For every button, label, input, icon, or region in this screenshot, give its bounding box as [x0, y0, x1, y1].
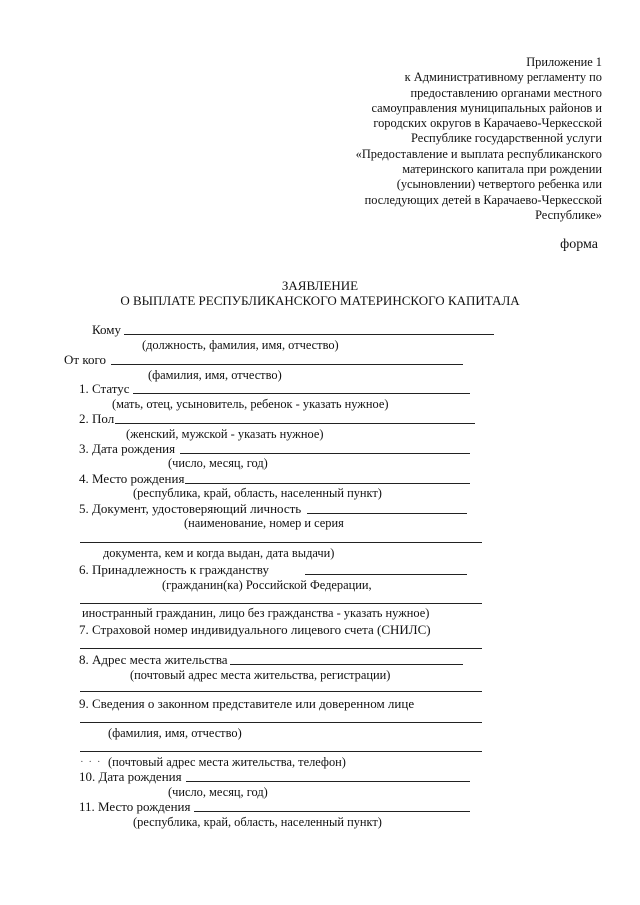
address-label: 8. Адрес места жительства — [79, 652, 228, 667]
annex-line: последующих детей в Карачаево-Черкесской — [364, 192, 602, 207]
annex-line: (усыновлении) четвертого ребенка или — [396, 177, 602, 192]
pob-hint: (республика, край, область, населенный пункт) — [133, 486, 382, 500]
id-doc-hint-2: документа, кем и когда выдан, дата выдачи) — [103, 546, 335, 560]
representative-hint-2: (почтовый адрес места жительства, телефон) — [108, 755, 346, 769]
annex-line: Приложение 1 — [526, 55, 602, 69]
citizenship-input-line-2[interactable] — [80, 603, 482, 604]
representative-input-line-2[interactable] — [80, 751, 482, 752]
scan-dots: · · · — [80, 756, 102, 768]
rep-pob-input-line[interactable] — [194, 811, 470, 812]
to-label: Кому — [92, 322, 122, 337]
id-doc-input-line[interactable] — [307, 513, 467, 514]
document-subtitle: О ВЫПЛАТЕ РЕСПУБЛИКАНСКОГО МАТЕРИНСКОГО КАПИТАЛА — [120, 293, 520, 308]
representative-input-line[interactable] — [80, 722, 482, 723]
id-doc-hint: (наименование, номер и серия — [184, 516, 344, 530]
to-hint: (должность, фамилия, имя, отчество) — [142, 338, 339, 352]
pob-label: 4. Место рождения — [79, 471, 185, 486]
annex-line: Республике государственной услуги — [410, 131, 602, 146]
rep-dob-label: 10. Дата рождения — [79, 769, 182, 784]
address-input-line[interactable] — [230, 664, 463, 665]
representative-hint: (фамилия, имя, отчество) — [108, 726, 242, 740]
rep-dob-hint: (число, месяц, год) — [168, 785, 268, 799]
citizenship-input-line[interactable] — [305, 574, 467, 575]
address-hint: (почтовый адрес места жительства, регистрации) — [130, 668, 391, 682]
annex-line: предоставлению органами местного — [410, 85, 602, 100]
rep-pob-hint: (республика, край, область, населенный пункт) — [133, 815, 382, 829]
gender-input-line[interactable] — [115, 423, 475, 424]
representative-label: 9. Сведения о законном представителе или доверенном лице — [79, 696, 415, 711]
dob-input-line[interactable] — [180, 453, 470, 454]
id-doc-label: 5. Документ, удостоверяющий личность — [79, 501, 302, 516]
annex-line: городских округов в Карачаево-Черкесской — [373, 116, 602, 131]
citizenship-hint: (гражданин(ка) Российской Федерации, — [162, 578, 372, 592]
document-title: ЗАЯВЛЕНИЕ — [281, 278, 359, 293]
snils-label: 7. Страховой номер индивидуального лицевого счета (СНИЛС) — [79, 622, 431, 637]
citizenship-label: 6. Принадлежность к гражданству — [79, 562, 269, 577]
annex-line: Республике» — [535, 207, 602, 222]
citizenship-hint-2: иностранный гражданин, лицо без гражданства - указать нужное) — [82, 606, 430, 620]
status-input-line[interactable] — [133, 393, 470, 394]
gender-label: 2. Пол — [79, 411, 115, 426]
from-input-line[interactable] — [111, 364, 463, 365]
from-hint: (фамилия, имя, отчество) — [148, 368, 282, 382]
pob-input-line[interactable] — [185, 483, 470, 484]
id-doc-input-line-2[interactable] — [80, 542, 482, 543]
annex-line: самоуправления муниципальных районов и — [371, 100, 602, 115]
rep-pob-label: 11. Место рождения — [79, 799, 191, 814]
dob-label: 3. Дата рождения — [79, 441, 176, 456]
gender-hint: (женский, мужской - указать нужное) — [126, 427, 324, 441]
annex-line: к Административному регламенту по — [404, 70, 602, 85]
form-label: форма — [560, 237, 598, 252]
annex-line: «Предоставление и выплата республиканского — [355, 146, 602, 161]
snils-input-line[interactable] — [80, 648, 482, 649]
status-hint: (мать, отец, усыновитель, ребенок - указать нужное) — [112, 397, 389, 411]
dob-hint: (число, месяц, год) — [168, 456, 268, 470]
rep-dob-input-line[interactable] — [186, 781, 470, 782]
from-label: От кого — [64, 352, 106, 367]
annex-header — [302, 55, 602, 223]
to-input-line[interactable] — [124, 334, 494, 335]
address-input-line-2[interactable] — [80, 691, 482, 692]
status-label: 1. Статус — [79, 381, 130, 396]
annex-line: материнского капитала при рождении — [402, 162, 602, 177]
